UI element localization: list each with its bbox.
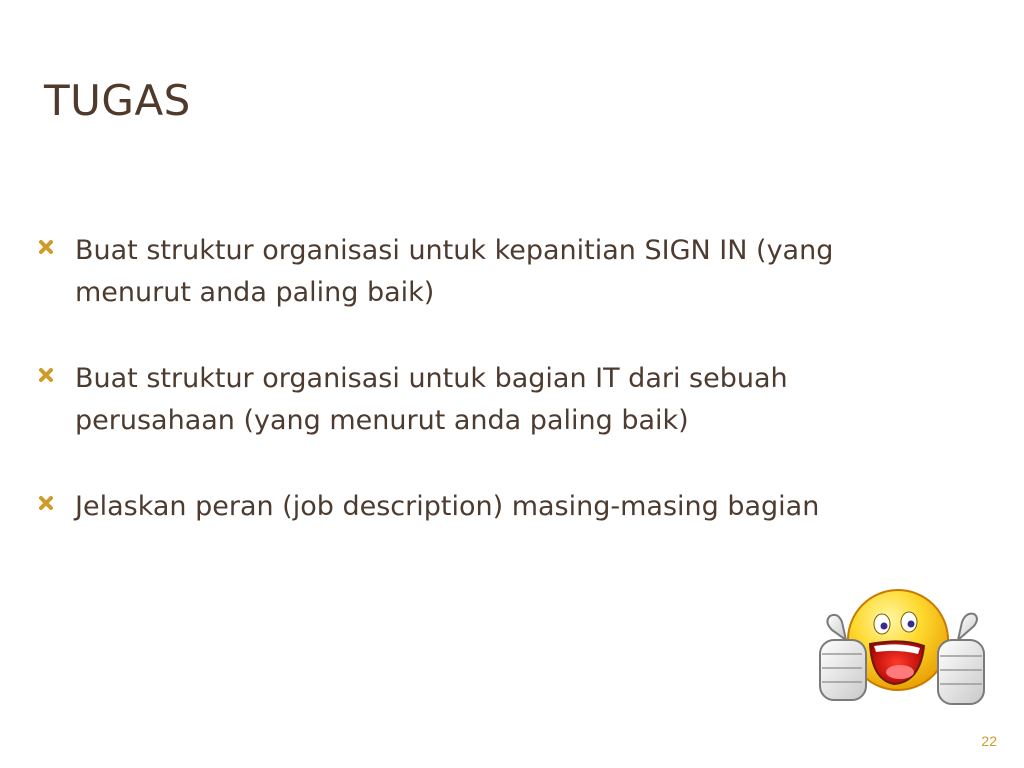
- bullet-list: [38, 230, 918, 572]
- bullet-text: Buat struktur organisasi untuk kepanitian SIGN IN (yang menurut anda paling baik): [75, 235, 834, 308]
- slide-title: TUGAS: [44, 76, 191, 125]
- bullet-text: Jelaskan peran (job description) masing-masing bagian: [75, 491, 820, 522]
- bullet-item: [38, 230, 918, 314]
- bullet-item: [38, 486, 918, 528]
- x-cross-icon: [38, 495, 54, 511]
- x-cross-icon: [38, 239, 54, 255]
- bullet-item: [38, 358, 918, 442]
- smiley-thumbs-up-icon: [812, 588, 996, 714]
- page-number: 22: [981, 733, 997, 749]
- bullet-text: Buat struktur organisasi untuk bagian IT dari sebuah perusahaan (yang menurut anda paling baik): [75, 363, 788, 436]
- x-cross-icon: [38, 367, 54, 383]
